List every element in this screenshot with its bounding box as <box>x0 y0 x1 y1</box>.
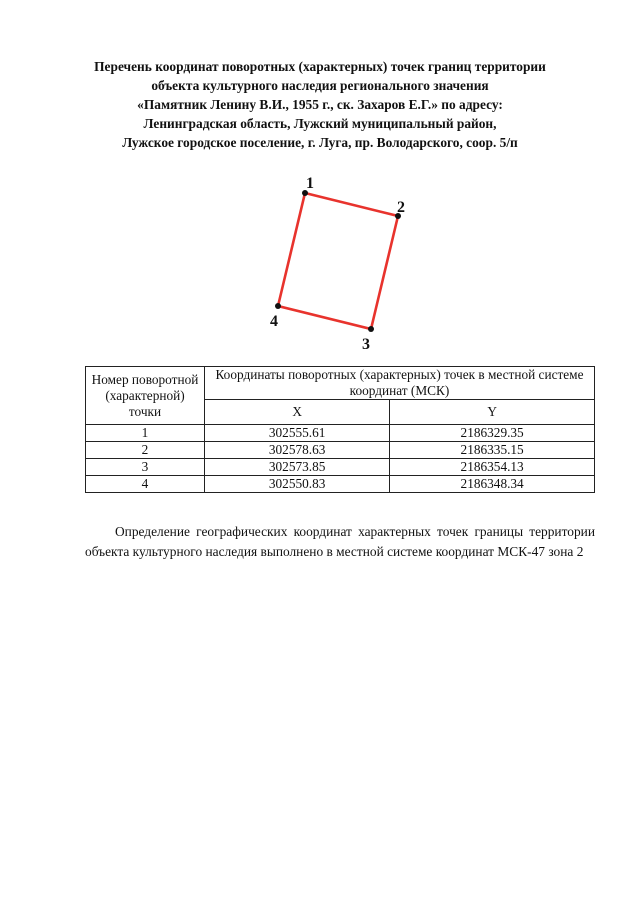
y-cell: 2186335.15 <box>390 442 595 459</box>
y-column-header: Y <box>390 400 595 425</box>
y-cell: 2186354.13 <box>390 459 595 476</box>
point-label-4: 4 <box>270 313 278 330</box>
boundary-polygon <box>278 193 398 329</box>
x-cell: 302550.83 <box>205 476 390 493</box>
title-line: «Памятник Ленину В.И., 1955 г., ск. Захаров Е.Г.» по адресу: <box>137 97 503 112</box>
table-row <box>86 425 595 442</box>
title-line: Лужское городское поселение, г. Луга, пр. Володарского, соор. 5/п <box>122 135 518 150</box>
point-number-header: Номер поворотной (характерной) точки <box>86 367 205 425</box>
coordinates-table <box>85 366 595 493</box>
x-cell: 302578.63 <box>205 442 390 459</box>
table-row <box>86 459 595 476</box>
note-text: Определение географических координат характерных точек границы территории объекта культурного наследия выполнено в местной системе координат МСК-47 зона 2 <box>85 524 595 559</box>
boundary-point-4 <box>275 303 281 309</box>
point-number-cell: 3 <box>86 459 205 476</box>
point-number-cell: 2 <box>86 442 205 459</box>
table-row <box>86 442 595 459</box>
title-line: Ленинградская область, Лужский муниципальный район, <box>143 116 497 131</box>
x-cell: 302573.85 <box>205 459 390 476</box>
y-cell: 2186329.35 <box>390 425 595 442</box>
title-line: объекта культурного наследия регионального значения <box>151 78 489 93</box>
y-cell: 2186348.34 <box>390 476 595 493</box>
point-label-2: 2 <box>397 199 405 216</box>
title-line: Перечень координат поворотных (характерных) точек границ территории <box>94 59 546 74</box>
x-cell: 302555.61 <box>205 425 390 442</box>
coordinate-system-note <box>85 522 595 562</box>
point-number-cell: 1 <box>86 425 205 442</box>
point-number-cell: 4 <box>86 476 205 493</box>
boundary-point-3 <box>368 326 374 332</box>
coordinates-header: Координаты поворотных (характерных) точек в местной системе координат (МСК) <box>205 367 595 400</box>
x-column-header: X <box>205 400 390 425</box>
point-label-3: 3 <box>362 336 370 353</box>
table-row <box>86 476 595 493</box>
point-label-1: 1 <box>306 175 314 192</box>
